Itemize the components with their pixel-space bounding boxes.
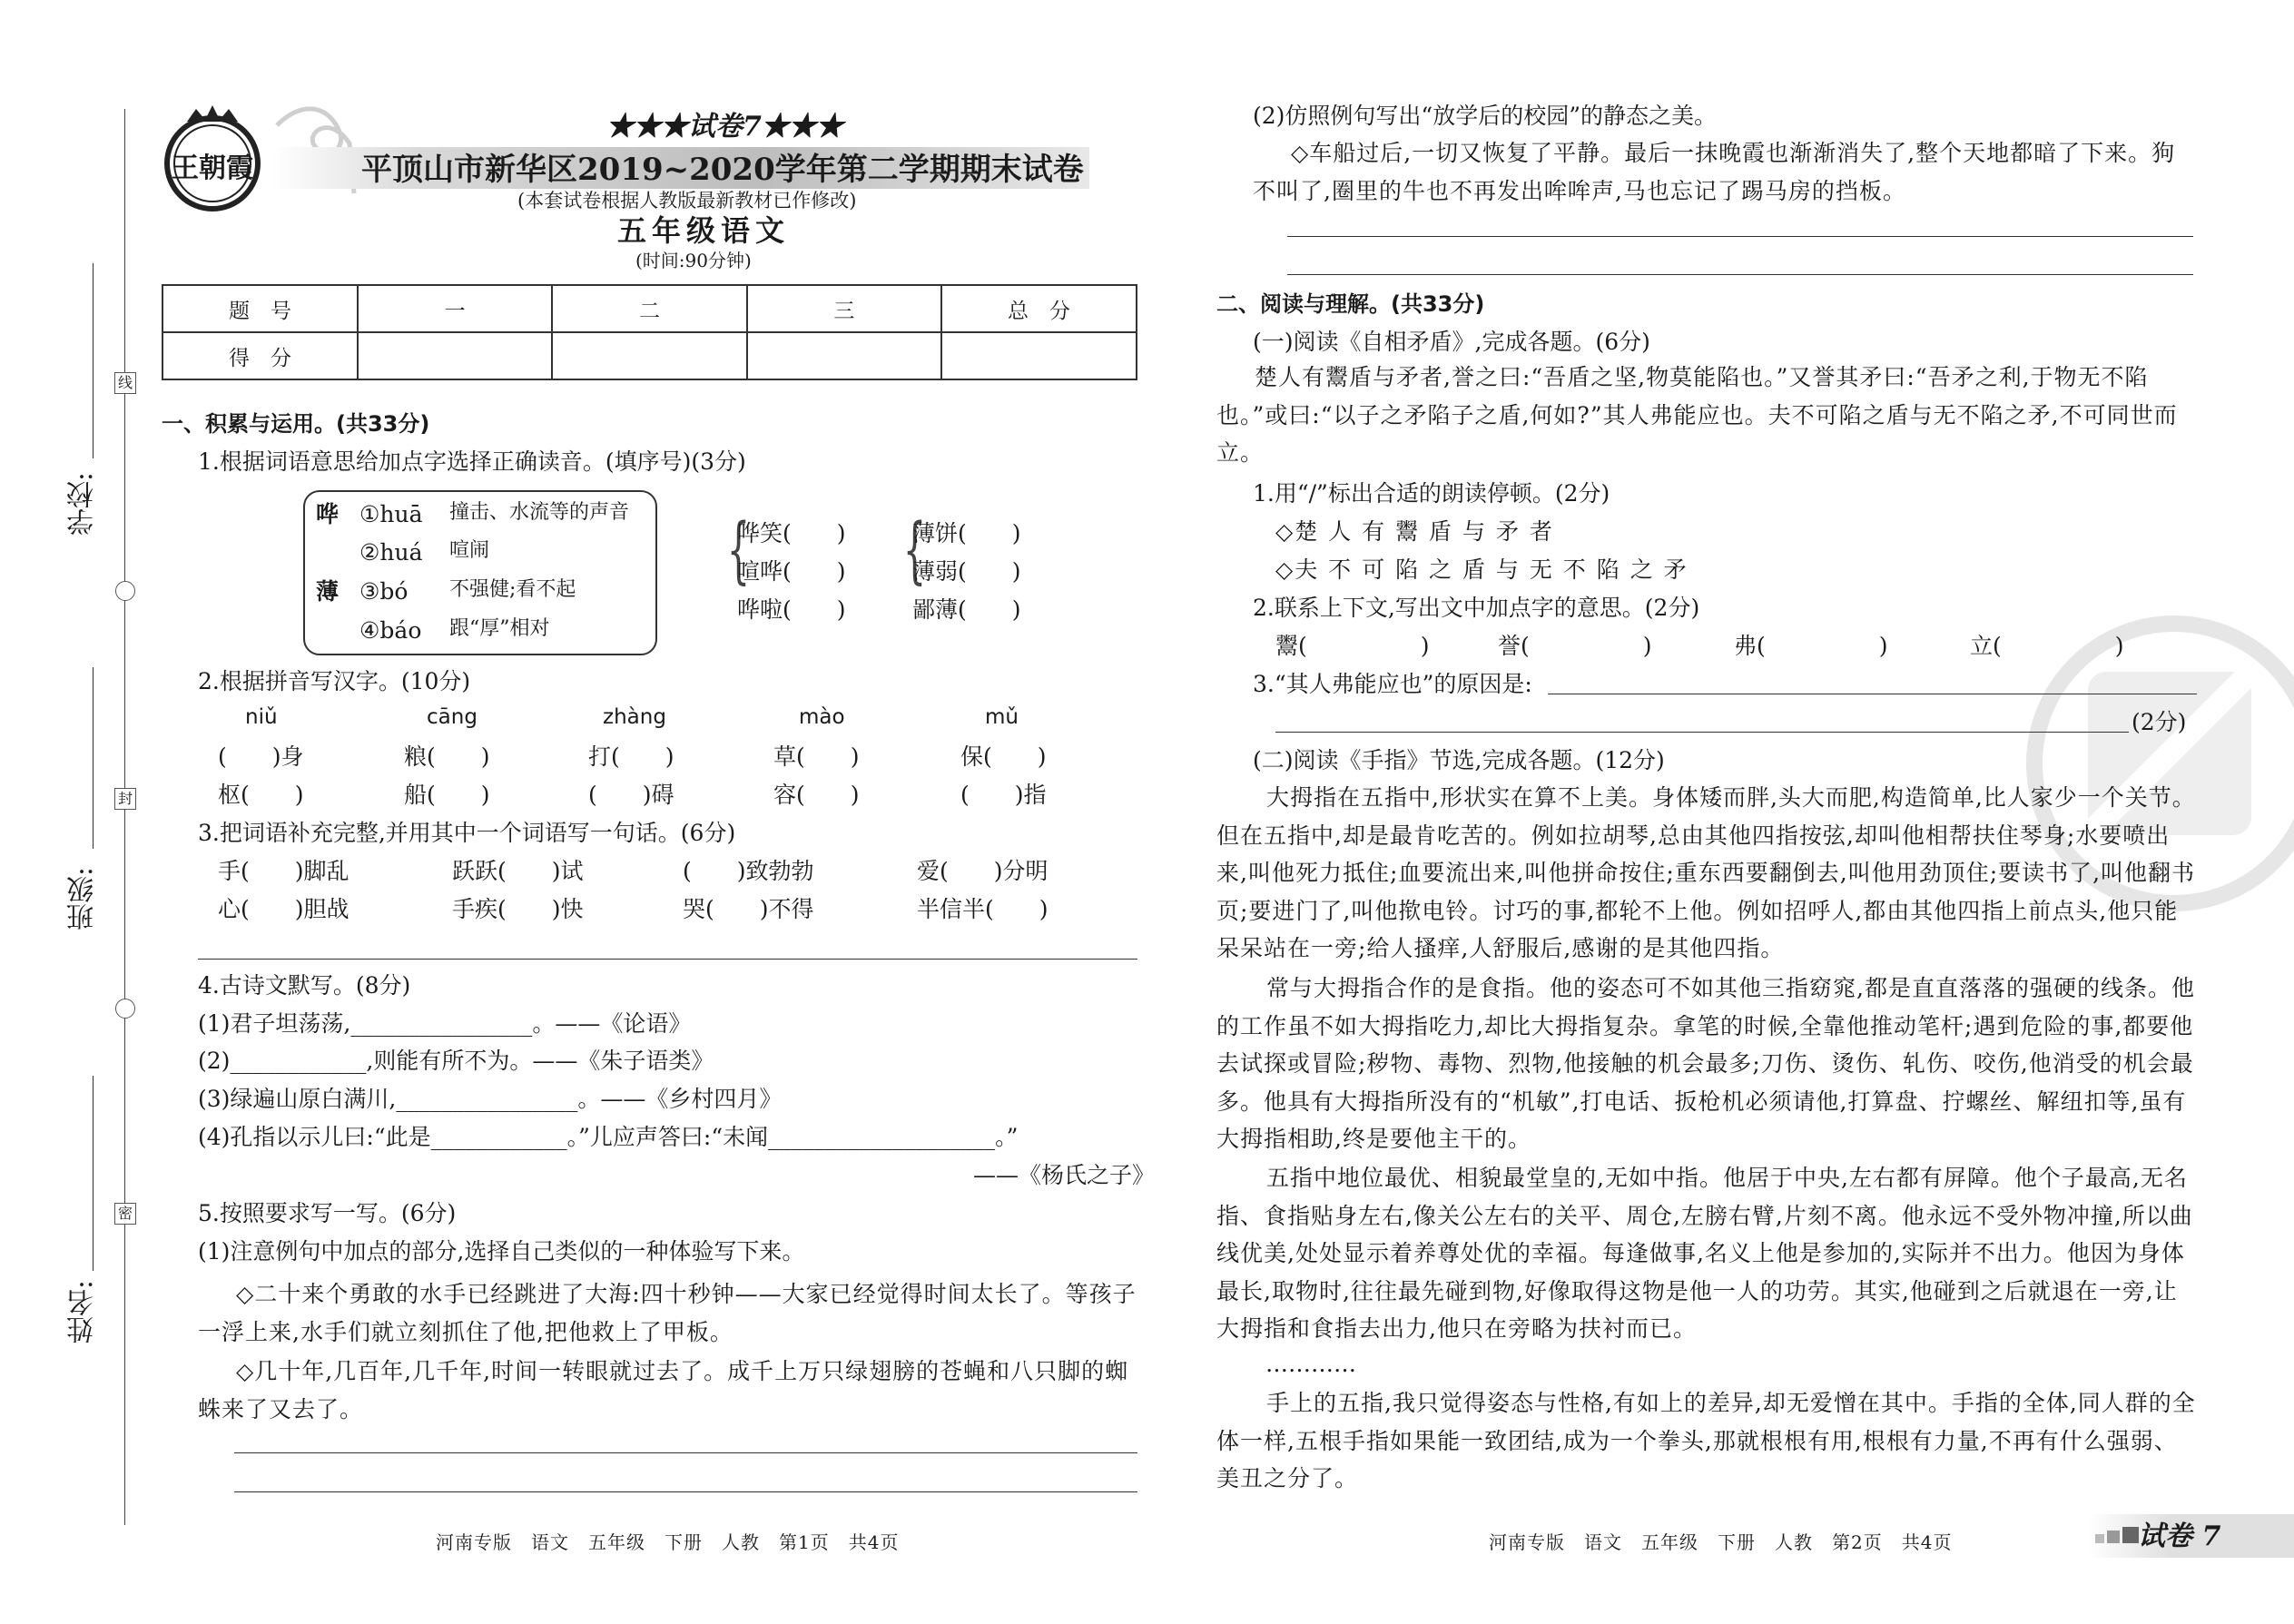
section-2-heading: 二、阅读与理解。(共33分) <box>1216 291 1485 317</box>
box-meaning: 撞击、水流等的声音 <box>449 501 630 524</box>
section-1-heading: 一、积累与运用。(共33分) <box>162 411 430 437</box>
score-table <box>162 284 1137 380</box>
logo-text: 王朝霞 <box>172 153 253 184</box>
q2-blank[interactable]: ( )身 <box>218 743 304 770</box>
score-input-cell[interactable] <box>552 332 746 379</box>
q1-word[interactable]: 薄弱( ) <box>912 558 1021 585</box>
box-row <box>449 616 550 643</box>
q1-word[interactable]: 喧哗( ) <box>737 558 846 585</box>
r1-q1-line-a[interactable]: ◇楚 人 有 鬻 盾 与 矛 者 <box>1275 518 1554 545</box>
seal-mark: 密 <box>114 1203 136 1225</box>
box-row <box>359 577 408 607</box>
passage-paragraph: 五指中地位最优、相貌最堂皇的,无如中指。他居于中央,左右都有屏障。他个子最高,无名指、食指贴身左右,像关公左右的关平、周仓,左膀右臂,片刻不离。他永远不受外物冲撞,所以曲线优美,处处显示着养尊处优的幸福。每逢做事,名义上他是参加的,实际并不出力。他因为身体最长,取物时,往往最先碰到物,好像取得这物是他一人的功劳。其实,他碰到之后就退在一旁,让大拇指和食指去出力,他只在旁略为扶衬而已。 <box>1216 1165 2193 1342</box>
question-4: 4.古诗文默写。(8分) <box>198 972 411 999</box>
publisher-logo <box>156 102 269 214</box>
answer-line[interactable] <box>1287 274 2193 275</box>
box-row <box>359 616 421 646</box>
box-row <box>316 500 339 530</box>
q5-sub2: (2)仿照例句写出“放学后的校园”的静态之美。 <box>1253 103 1717 129</box>
q1-word[interactable]: 哗啦( ) <box>737 596 846 623</box>
reading-1-title: (一)阅读《自相矛盾》,完成各题。(6分) <box>1253 329 1650 355</box>
box-meaning: 跟“厚”相对 <box>449 617 550 640</box>
passage-paragraph: 大拇指在五指中,形状实在算不上美。身体矮而胖,头大而肥,构造简单,比人家少一个关节。但在五指中,却是最肯吃苦的。例如拉胡琴,总由其他四指按弦,却叫他相帮扶住琴身;水要喷出来,叫他死力抵住;血要流出来,叫他拼命按住;重东西要翻倒去,叫他用劲顶住;要读书了,叫他翻书页;要进门了,叫他揿电铃。讨巧的事,都轮不上他。例如招呼人,都由其他四指上前点头,他只能呆呆站在一旁;给人搔痒,人舒服后,感谢的是其他四指。 <box>1216 784 2196 961</box>
brace-left-icon: { <box>726 507 751 592</box>
page-footer-right: 河南专版 语文 五年级 下册 人教 第2页 共4页 <box>1489 1531 1953 1553</box>
score-header-row <box>162 285 1137 332</box>
name-field-line[interactable] <box>93 1076 94 1271</box>
r1-q3-score: (2分) <box>2132 709 2187 735</box>
box-row <box>359 500 423 530</box>
q1-word[interactable]: 哗笑( ) <box>737 520 846 546</box>
score-value-row <box>162 332 1137 379</box>
score-cell: 得 分 <box>162 332 358 379</box>
r1-question-2: 2.联系上下文,写出文中加点字的意思。(2分) <box>1253 595 1700 621</box>
question-1: 1.根据词语意思给加点字选择正确读音。(填序号)(3分) <box>198 448 746 475</box>
r1-question-3: 3.“其人弗能应也”的原因是: <box>1253 671 1532 697</box>
score-input-cell[interactable] <box>941 332 1137 379</box>
seal-mark: 线 <box>114 372 136 394</box>
q2-blank[interactable]: ( )碍 <box>588 782 674 808</box>
series-label: ★★★试卷7★★★ <box>606 111 843 143</box>
score-cell: 二 <box>552 285 746 332</box>
box-num: ②huá <box>359 539 423 566</box>
question-2: 2.根据拼音写汉字。(10分) <box>198 668 471 694</box>
q2-blank[interactable]: 枢( ) <box>218 782 304 808</box>
q5-example-1: ◇二十来个勇敢的水手已经跳进了大海:四十秒钟——大家已经觉得时间太长了。等孩子一浮上来,水手们就立刻抓住了他,把他救上了甲板。 <box>198 1281 1137 1345</box>
exam-note: (本套试卷根据人教版最新教材已作修改) <box>517 190 857 212</box>
r1-q2-item[interactable]: 誉( ) <box>1498 633 1652 659</box>
exam-title: 平顶山市新华区2019~2020学年第二学期期末试卷 <box>361 152 1084 188</box>
seal-mark: 封 <box>114 788 136 810</box>
box-num: ④báo <box>359 617 422 644</box>
exam-subject: 五年级语文 <box>617 213 791 248</box>
box-char: 薄 <box>316 578 340 605</box>
binding-dot-icon <box>115 999 135 1019</box>
q5-2-example: ◇车船过后,一切又恢复了平静。最后一抹晚霞也渐渐消失了,整个天地都暗了下来。狗不叫了,圈里的牛也不再发出哞哞声,马也忘记了踢马房的挡板。 <box>1253 140 2176 204</box>
page-footer-left: 河南专版 语文 五年级 下册 人教 第1页 共4页 <box>436 1531 900 1553</box>
name-label: 姓名: <box>67 1280 99 1344</box>
score-input-cell[interactable] <box>747 332 941 379</box>
brace-right-icon: { <box>902 507 927 592</box>
reading-1-text: 楚人有鬻盾与矛者,誉之曰:“吾盾之坚,物莫能陷也。”又誉其矛曰:“吾矛之利,于物无不陷也。”或曰:“以子之矛陷子之盾,何如?”其人弗能应也。夫不可陷之盾与无不陷之矛,不可同世而立。 <box>1216 364 2178 466</box>
answer-line[interactable] <box>234 1452 1137 1453</box>
q3-blank[interactable]: 爱( )分明 <box>917 858 1049 884</box>
q2-blank[interactable]: 容( ) <box>773 782 860 808</box>
class-label: 班级: <box>67 867 99 931</box>
box-meaning: 喧闹 <box>449 539 490 562</box>
pinyin: niǔ <box>245 705 278 729</box>
q2-blank[interactable]: 船( ) <box>404 782 490 808</box>
q3-blank[interactable]: 跃跃( )试 <box>452 858 584 884</box>
q3-blank[interactable]: 哭( )不得 <box>683 896 814 922</box>
pinyin: cāng <box>427 705 478 729</box>
q4-item[interactable]: (2)____________,则能有所不为。——《朱子语类》 <box>198 1048 714 1074</box>
page-badge: 试卷 7 <box>2138 1521 2221 1552</box>
box-row <box>449 538 489 565</box>
box-row <box>316 577 339 607</box>
q4-item[interactable]: (3)绿遍山原白满川,________________。——《乡村四月》 <box>198 1086 783 1112</box>
answer-line[interactable] <box>234 1491 1137 1492</box>
class-field-line[interactable] <box>93 667 94 849</box>
exam-time: (时间:90分钟) <box>635 250 752 271</box>
r1-q2-item[interactable]: 鬻( ) <box>1275 633 1430 659</box>
passage-paragraph: 常与大拇指合作的是食指。他的姿态可不如其他三指窈窕,都是直直落落的强硬的线条。他的工作虽不如大拇指吃力,却比大拇指复杂。拿笔的时候,全靠他推动笔杆;遇到危险的事,都要他去试探或冒险;秽物、毒物、烈物,他接触的机会最多;刀伤、烫伤、轧伤、咬伤,他消受的机会最多。他具有大拇指所没有的“机敏”,打电话、扳枪机必须请他,打算盘、拧螺丝、解纽扣等,虽有大拇指相助,终是要他主干的。 <box>1216 975 2195 1152</box>
box-char: 哗 <box>316 501 340 527</box>
score-cell: 题 号 <box>162 285 358 332</box>
score-cell: 一 <box>358 285 552 332</box>
passage-paragraph: 手上的五指,我只觉得姿态与性格,有如上的差异,却无爱憎在其中。手指的全体,同人群的全体一样,五根手指如果能一致团结,成为一个拳头,那就根根有用,根根有力量,不再有什么强弱、美丑之分了。 <box>1216 1390 2196 1491</box>
box-row <box>449 500 629 527</box>
answer-line[interactable] <box>198 959 1137 960</box>
box-meaning: 不强健;看不起 <box>449 578 576 601</box>
question-3: 3.把词语补充完整,并用其中一个词语写一句话。(6分) <box>198 820 736 846</box>
box-row <box>449 577 576 604</box>
q3-blank[interactable]: ( )致勃勃 <box>683 858 814 884</box>
q5-example-2: ◇几十年,几百年,几千年,时间一转眼就过去了。成千上万只绿翅膀的苍蝇和八只脚的蜘蛛来了又去了。 <box>198 1358 1129 1422</box>
box-num: ①huā <box>359 501 423 527</box>
school-field-line[interactable] <box>93 263 94 458</box>
school-label: 学校: <box>67 472 99 536</box>
q2-blank[interactable]: 打( ) <box>588 743 674 770</box>
q4-source: ——《杨氏之子》 <box>973 1162 1156 1188</box>
q1-word[interactable]: 薄饼( ) <box>912 520 1021 546</box>
q4-item[interactable]: (1)君子坦荡荡,________________。——《论语》 <box>198 1010 692 1037</box>
box-num: ③bó <box>359 578 409 605</box>
pinyin: mào <box>799 705 845 729</box>
score-cell: 总 分 <box>941 285 1137 332</box>
score-input-cell[interactable] <box>358 332 552 379</box>
q3-blank[interactable]: 心( )胆战 <box>218 896 350 922</box>
q1-word[interactable]: 鄙薄( ) <box>912 596 1021 623</box>
pinyin: zhàng <box>603 705 666 729</box>
q2-blank[interactable]: 保( ) <box>960 743 1047 770</box>
box-row <box>359 538 423 568</box>
binding-line <box>124 109 125 1525</box>
r1-q1-line-b[interactable]: ◇夫 不 可 陷 之 盾 与 无 不 陷 之 矛 <box>1275 556 1689 583</box>
q4-item[interactable]: (4)孔指以示儿曰:“此是____________。”儿应声答曰:“未闻____________________。” <box>198 1124 1019 1150</box>
q3-blank[interactable]: 半信半( ) <box>917 896 1049 922</box>
r1-q2-item[interactable]: 弗( ) <box>1734 633 1888 659</box>
q2-blank[interactable]: 草( ) <box>773 743 860 770</box>
badge-squares-icon <box>2095 1527 2139 1547</box>
answer-line[interactable] <box>1287 236 2193 237</box>
q3-blank[interactable]: 手( )脚乱 <box>218 858 350 884</box>
binding-dot-icon <box>115 581 135 601</box>
q5-sub1: (1)注意例句中加点的部分,选择自己类似的一种体验写下来。 <box>198 1238 805 1265</box>
reading-2-title: (二)阅读《手指》节选,完成各题。(12分) <box>1253 747 1665 773</box>
question-5: 5.按照要求写一写。(6分) <box>198 1200 457 1226</box>
r1-question-1: 1.用“/”标出合适的朗读停顿。(2分) <box>1253 480 1610 507</box>
r1-q2-item[interactable]: 立( ) <box>1970 633 2124 659</box>
ellipsis: ………… <box>1265 1351 1356 1377</box>
q2-blank[interactable]: ( )指 <box>960 782 1047 808</box>
q2-blank[interactable]: 粮( ) <box>404 743 490 770</box>
answer-line[interactable] <box>1275 732 2129 733</box>
pinyin: mǔ <box>985 705 1019 729</box>
score-cell: 三 <box>747 285 941 332</box>
q3-blank[interactable]: 手疾( )快 <box>452 896 584 922</box>
